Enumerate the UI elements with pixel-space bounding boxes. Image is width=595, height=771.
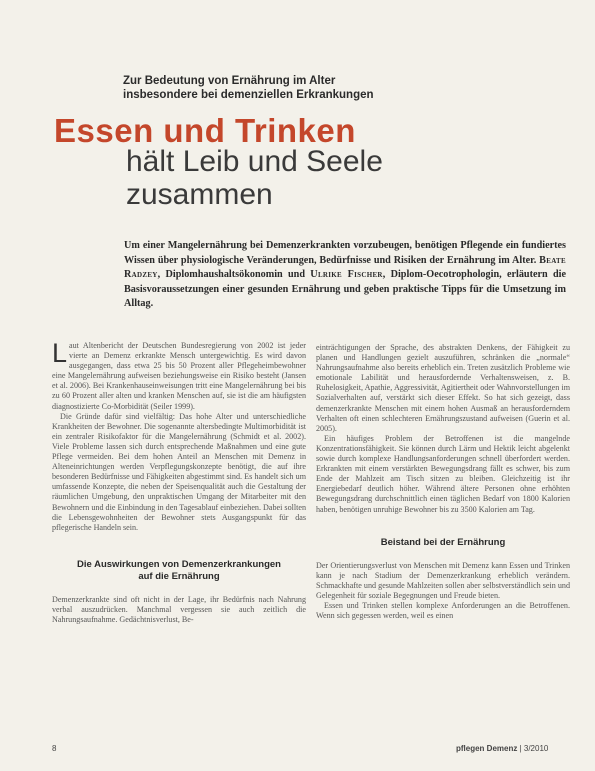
kicker-line-2: insbesondere bei demenziellen Erkrankungen — [123, 89, 374, 101]
lead-paragraph — [124, 239, 566, 312]
author-2: Ulrike Fischer — [310, 269, 383, 281]
section-heading-auswirkungen — [52, 559, 306, 583]
left-paragraph-2: Die Gründe dafür sind vielfältig: Das hohe Alter und unterschiedliche Krankheiten der Bewohner. Die sogenannte altersbedingte Multimorbidität ist ein zentraler Risikofaktor für die Mangelernährung (Schmidt et al. 2002). Viele Probleme lassen sich durch entsprechende Maßnahmen und eine gute Pflege vermeiden. Bei dem hohen Anteil an Menschen mit Demenz in Alteneinrichtungen werden Verpflegungskonzepte benötigt, die auf ihre besonderen Bedürfnisse und Fähigkeiten abgestimmt sind. Es handelt sich um umfassende Konzepte, die neben der Speisenqualität auch die Gestaltung der räumlichen Umgebung, den unpraktischen Umgang der Mitarbeiter mit den Bewohnern und die Einbindung in den Tagesablauf einbeziehen. Dabei sollten die Lebensgewohnheiten der Bewohner stets Ausgangspunkt für das pflegerische Handeln sein. — [52, 411, 306, 532]
right-paragraph-1: einträchtigungen der Sprache, des abstrakten Denkens, der Fähigkeit zu planen und Handlungen gezielt auszuführen, schränken die „normale“ Nahrungsaufnahme also bereits erheblich ein. Treten zusätzlich Probleme wie emotionale Labilität und herausfordernde Verhaltensweisen, z. B. Ruhelosigkeit, Apathie, Aggressivität, Agitiertheit oder Wahnvorstellungen im Sozialverhalten auf, verstärkt sich dieser Effekt. So hat sich gezeigt, dass demenzerkrankte Menschen mit einem hohen Ausmaß an herausforderndem Verhalten oft einen schlechteren Ernährungszustand aufweisen (Guerin et al. 2005). — [316, 343, 570, 433]
section-heading-beistand: Beistand bei der Ernährung — [380, 536, 506, 548]
right-paragraph-3: Der Orientierungsverlust von Menschen mit Demenz kann Essen und Trinken kann je nach Stadium der Demenzerkrankung erheblich verändern. Schmackhafte und gesunde Mahlzeiten sollen aber selbstverständlich sein und Gelegenheit für soziale Begegnungen und Freude bieten. — [316, 560, 570, 600]
article-subtitle — [126, 145, 456, 211]
right-column — [316, 343, 570, 621]
author-1: Beate Radzey — [124, 254, 566, 281]
section-heading-line-1: Die Auswirkungen von Demenzerkrankungen — [77, 558, 281, 570]
left-paragraph-3: Demenzerkrankte sind oft nicht in der Lage, ihr Bedürfnis nach Nahrung verbal auszudrücken. Manchmal vergessen sie auch zeitlich die Nahrungsaufnahme. Gedächtnisverlust, Be- — [52, 594, 306, 624]
issue-number: 3/2010 — [523, 744, 549, 753]
subtitle-line-2: zusammen — [126, 178, 273, 211]
right-paragraph-4: Essen und Trinken stellen komplexe Anforderungen an die Betroffenen. Wenn sich gegessen werden, weil es einen — [316, 600, 570, 621]
kicker-line-1: Zur Bedeutung von Ernährung im Alter — [123, 75, 336, 87]
kicker — [123, 74, 443, 102]
magazine-name: pflegen Demenz — [456, 744, 518, 753]
subtitle-line-1: hält Leib und Seele — [126, 145, 383, 178]
lead-text-1: Um einer Mangelernährung bei Demenzerkrankten vorzubeugen, benötigen Pflegende ein fundiertes Wissen über physiologische Veränderungen, Bedürfnisse und Risiken der Ernährung im Alter. — [124, 240, 566, 266]
footer-magazine: pflegen Demenz | 3/2010 — [456, 744, 549, 753]
left-column — [52, 338, 306, 625]
article-title: Essen und Trinken — [54, 112, 356, 149]
lead-text-3: , Diplom-Oecotrophologin, erläutern die Basisvoraussetzungen einer gesunden Ernährung und geben praktische Tipps für die Umsetzung im Alltag. — [124, 269, 566, 310]
left-paragraph-1-text: aut Altenbericht der Deutschen Bundesregierung von 2002 ist jeder vierte an Demenz erkrankte Mensch untergewichtig. Es wird davon ausgegangen, dass etwa 25 bis 50 Prozent aller Pflegeheimbewohner eine Mangelernährung aufweisen beziehungsweise ein Risiko besteht (Jansen et al. 2006). Bei Krankenhauseinweisungen tritt eine Mangelernährung bei bis zu 60 Prozent aller alten und kranken Menschen auf, sie ist die am häufigsten diagnostizierte Co-Morbidität (Seiler 1999). — [52, 341, 306, 411]
left-paragraph-1 — [52, 338, 306, 412]
page-number: 8 — [52, 744, 57, 753]
right-paragraph-2: Ein häufiges Problem der Betroffenen ist die mangelnde Konzentrationsfähigkeit. Sie können durch Lärm und Hektik leicht abgelenkt sowie durch komplexe Handlungsanforderungen schnell überfordert werden. Erkrankten mit einem verstärkten Bewegungsdrang fällt es schwer, bis zum Ende der Mahlzeit am Tisch sitzen zu bleiben. Gleichzeitig ist ihr Energiebedarf deutlich höher. Während ältere Personen ohne erhöhten Bewegungsdrang durchschnittlich einen täglichen Bedarf von 1800 Kalorien haben, benötigen unruhige Bewohner bis zu 3500 Kalorien am Tag. — [316, 433, 570, 514]
lead-text-2: , Diplomhaushaltsökonomin und — [157, 269, 311, 281]
drop-cap: L — [52, 338, 68, 368]
section-heading-line-2: auf die Ernährung — [138, 570, 220, 582]
